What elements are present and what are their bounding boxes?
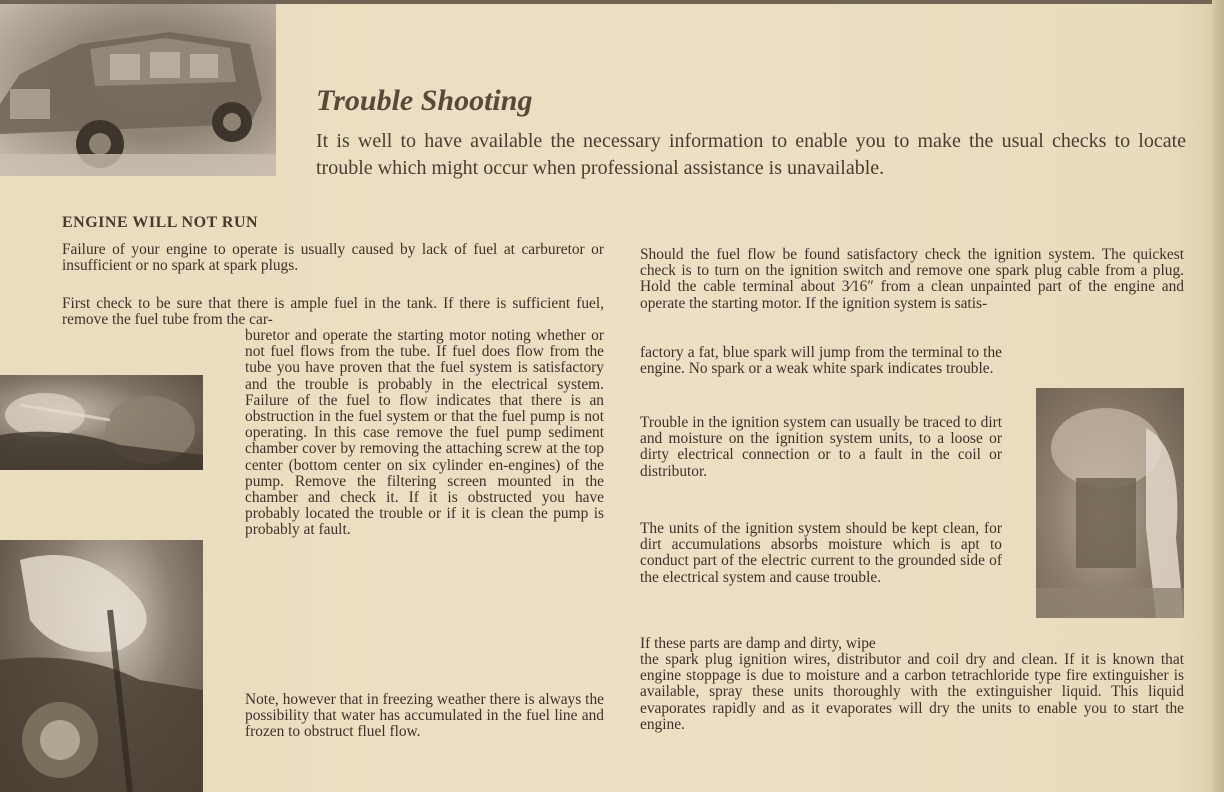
paragraph-fuel-cause: Failure of your engine to operate is usually caused by lack of fuel at carburetor or insufficient or no spark at spark plugs. (62, 241, 604, 275)
paragraph-ignition-check-start: Should the fuel flow be found satisfactory check the ignition system. The quickest check is to turn on the ignition switch and remove one spark plug cable from a plug. Hold the cable terminal about 3⁄16″ from a clean unpainted part of the engine and operate the starting motor. If the ignition system is satis- (640, 246, 1184, 312)
section-heading: ENGINE WILL NOT RUN (62, 214, 259, 231)
intro-paragraph: It is well to have available the necessary information to enable you to make the usual checks to locate trouble which might occur when professional assistance is unavailable. (316, 130, 1186, 179)
fuel-pump-photo (0, 540, 203, 792)
paragraph-ignition-clean: The units of the ignition system should be kept clean, for dirt accumulations absorbs moisture which is apt to conduct part of the electric current to the grounded side of the electrical system and cause trouble. (640, 520, 1002, 586)
page-title: Trouble Shooting (316, 84, 533, 117)
paragraph-fuel-check-body: buretor and operate the starting motor noting whether or not fuel flows from the tube. If fuel does flow from the tube you have proven that the fuel system is satisfactory and the trouble is probably in the electrical system. Failure of the fuel to flow indicates that there is an obstruction in the fuel system or that the fuel pump is not operating. In this case remove the fuel pump sediment chamber cover by removing the attaching screw at the top center (bottom center on six cylinder en-engines) of the pump. Remove the filtering screen mounted in the chamber and check it. If it is obstructed you have probably located the trouble or if it is clean the pump is probably at fault. (245, 327, 604, 539)
paragraph-freezing-note: Note, however that in freezing weather there is always the possibility that water has accumulated in the fuel line and frozen to obstruct fluel flow. (245, 691, 604, 741)
page-binding-edge (1212, 0, 1224, 792)
paragraph-fuel-check-start: First check to be sure that there is ample fuel in the tank. If there is sufficient fuel, remove the fuel tube from the car- (62, 295, 604, 329)
paragraph-ignition-trouble: Trouble in the ignition system can usually be traced to dirt and moisture on the ignition system units, to a loose or dirty electrical connection or to a fault in the coil or distributor. (640, 414, 1002, 480)
fuel-tube-photo (0, 375, 203, 470)
car-photo (0, 4, 276, 176)
paragraph-wipe-body: the spark plug ignition wires, distributor and coil dry and clean. If it is known that engine stoppage is due to moisture and a carbon tetrachloride type fire extinguisher is available, spray these units thoroughly with the extinguisher liquid. This liquid evaporates rapidly and as it evaporates will dry the units to enable you to start the engine. (640, 651, 1184, 733)
spark-plug-photo (1036, 388, 1184, 618)
paragraph-wipe-start: If these parts are damp and dirty, wipe (640, 635, 876, 652)
paragraph-ignition-check-body: factory a fat, blue spark will jump from the terminal to the engine. No spark or a weak white spark indicates trouble. (640, 344, 1002, 378)
